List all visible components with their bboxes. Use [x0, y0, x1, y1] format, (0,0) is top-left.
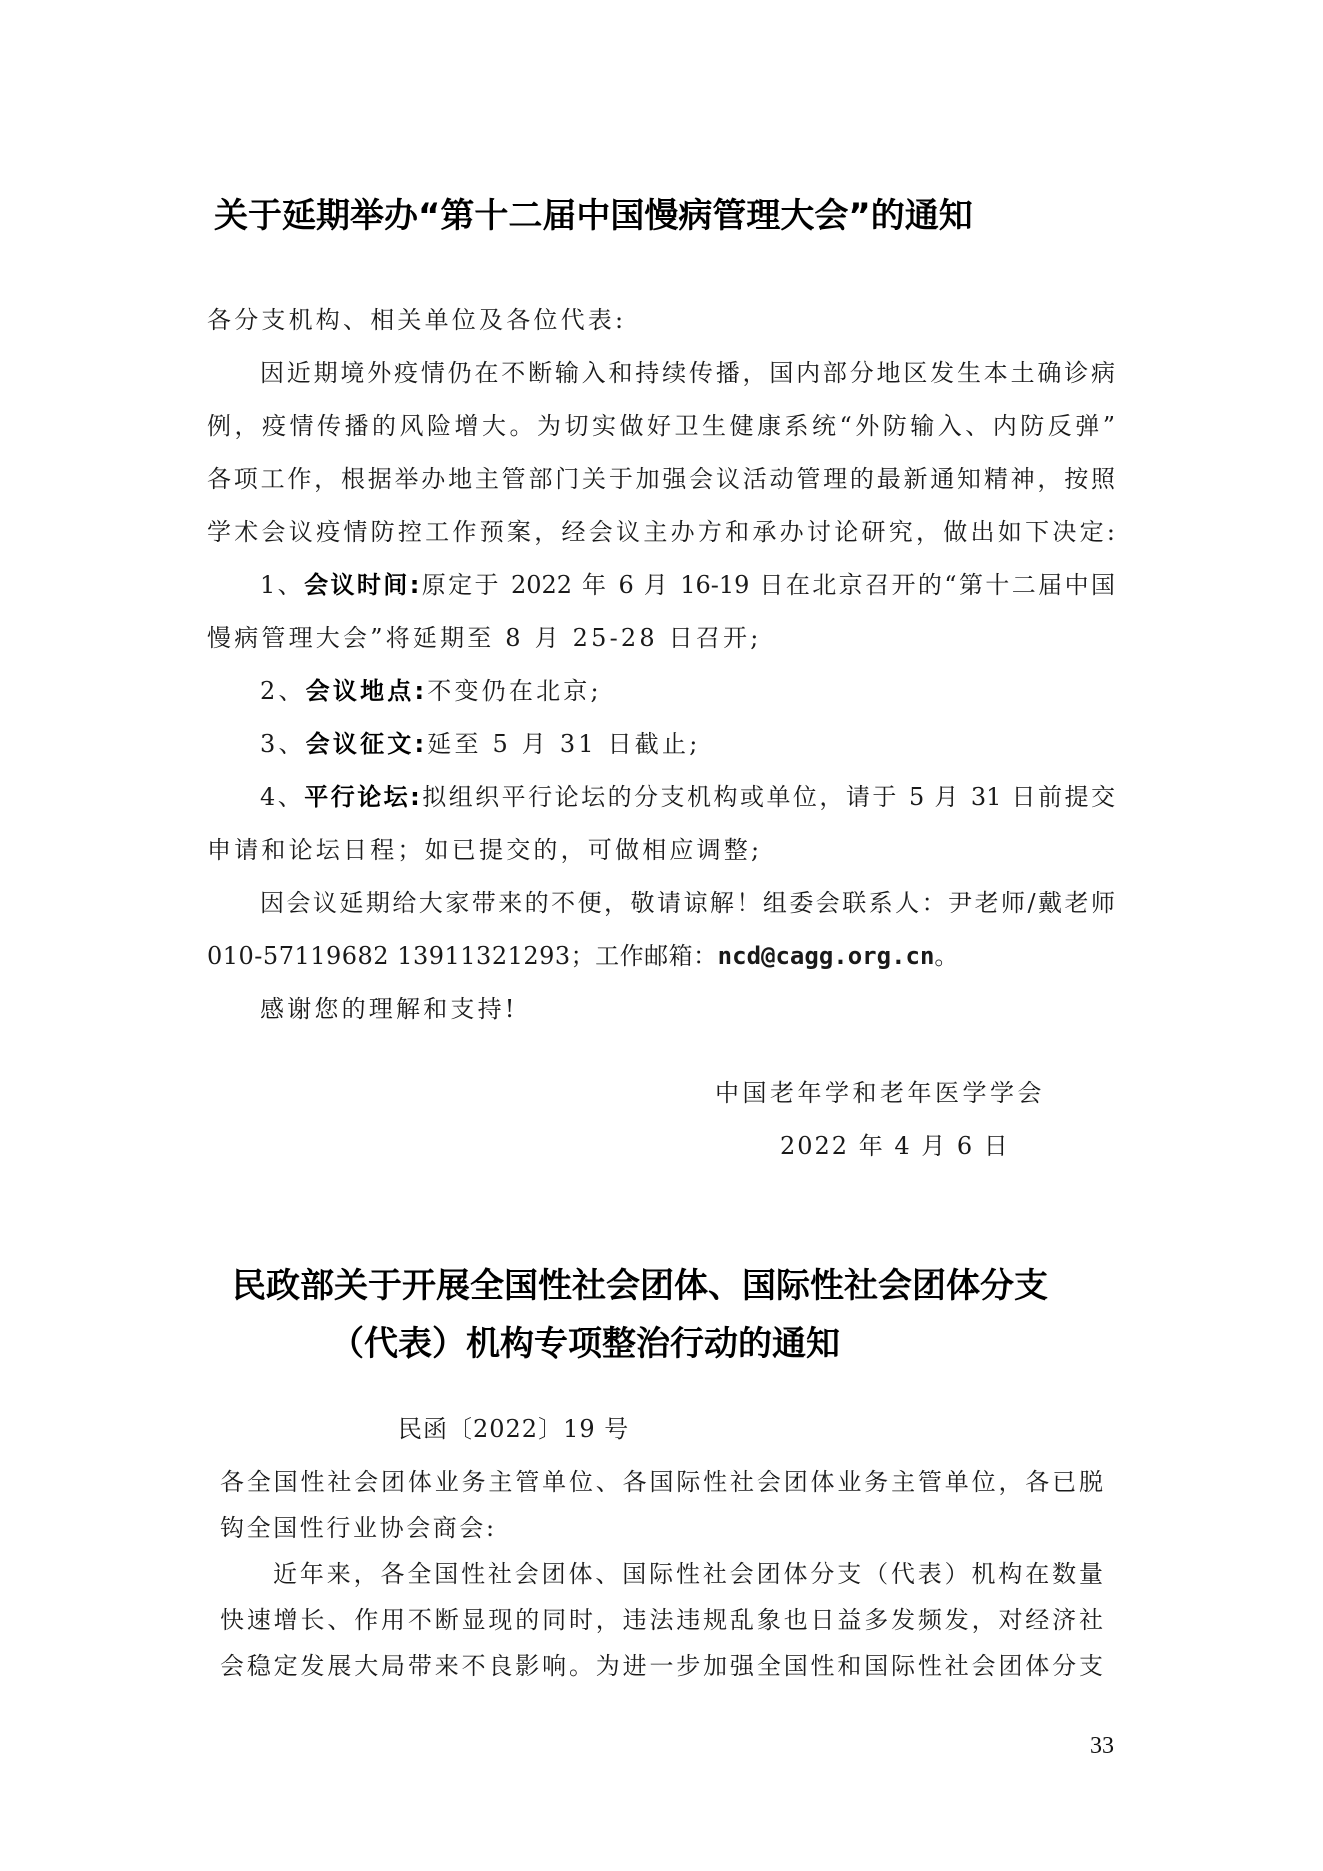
item-number: 1、: [260, 571, 305, 599]
item-text: 拟组织平行论坛的分支机构或单位，请于 5 月 31 日前提交: [419, 783, 1115, 811]
notice1-salutation: 各分支机构、相关单位及各位代表:: [207, 306, 627, 334]
notice1-signature-date: 2022 年 4 月 6 日: [780, 1132, 1010, 1160]
notice2-body-line-3: 会稳定发展大局带来不良影响。为进一步加强全国性和国际性社会团体分支: [220, 1652, 1103, 1680]
item-label: 会议地点:: [305, 677, 428, 705]
notice1-item-3: [260, 729, 701, 759]
notice2-body-line-1: 近年来，各全国性社会团体、国际性社会团体分支（代表）机构在数量: [273, 1560, 1103, 1588]
notice2-doc-number: 民函〔2022〕19 号: [398, 1415, 630, 1443]
notice2-body-line-2: 快速增长、作用不断显现的同时，违法违规乱象也日益多发频发，对经济社: [220, 1606, 1103, 1634]
page-number: 33: [1090, 1733, 1114, 1759]
contact-email-link[interactable]: ncd@cagg.org.cn: [717, 942, 935, 970]
notice1-item-1-continued: 慢病管理大会”将延期至 8 月 25-28 日召开;: [207, 624, 762, 652]
notice1-intro-line-2: 例，疫情传播的风险增大。为切实做好卫生健康系统“外防输入、内防反弹”: [207, 412, 1115, 440]
item-number: 4、: [260, 783, 305, 811]
notice2-salutation-line-2: 钩全国性行业协会商会:: [220, 1514, 497, 1542]
item-text: 原定于 2022 年 6 月 16-19 日在北京召开的“第十二届中国: [419, 571, 1115, 599]
contact-phones: 010-57119682 13911321293；工作邮箱：: [207, 942, 718, 970]
item-label: 会议时间:: [304, 571, 420, 599]
item-number: 3、: [260, 730, 306, 758]
notice1-intro-line-3: 各项工作，根据举办地主管部门关于加强会议活动管理的最新通知精神，按照: [207, 465, 1115, 493]
notice2-title-line-2: （代表）机构专项整治行动的通知: [330, 1324, 840, 1364]
notice1-item-2: [260, 676, 602, 706]
notice2-title-line-1: 民政部关于开展全国性社会团体、国际性社会团体分支: [232, 1266, 1048, 1306]
notice1-thanks: 感谢您的理解和支持!: [260, 995, 518, 1023]
notice2-salutation-line-1: 各全国性社会团体业务主管单位、各国际性社会团体业务主管单位，各已脱: [220, 1468, 1103, 1496]
notice1-contact: [207, 941, 959, 971]
notice1-apology: 因会议延期给大家带来的不便，敬请谅解！组委会联系人：尹老师/戴老师: [260, 889, 1115, 917]
item-text: 不变仍在北京;: [427, 677, 602, 705]
item-text: 延至 5 月 31 日截止;: [427, 730, 701, 758]
item-label: 会议征文:: [305, 730, 428, 758]
item-label: 平行论坛:: [304, 783, 420, 811]
notice1-signature-org: 中国老年学和老年医学学会: [715, 1079, 1045, 1107]
item-number: 2、: [260, 677, 306, 705]
notice1-item-1: [260, 570, 1115, 600]
notice1-item-4-continued: 申请和论坛日程；如已提交的，可做相应调整;: [207, 836, 763, 864]
notice1-title: 关于延期举办“第十二届中国慢病管理大会”的通知: [214, 196, 973, 236]
notice1-item-4: [260, 782, 1115, 812]
notice1-intro-line-1: 因近期境外疫情仍在不断输入和持续传播，国内部分地区发生本土确诊病: [260, 359, 1115, 387]
contact-suffix: 。: [934, 942, 959, 970]
notice1-intro-line-4: 学术会议疫情防控工作预案，经会议主办方和承办讨论研究，做出如下决定:: [207, 518, 1115, 546]
